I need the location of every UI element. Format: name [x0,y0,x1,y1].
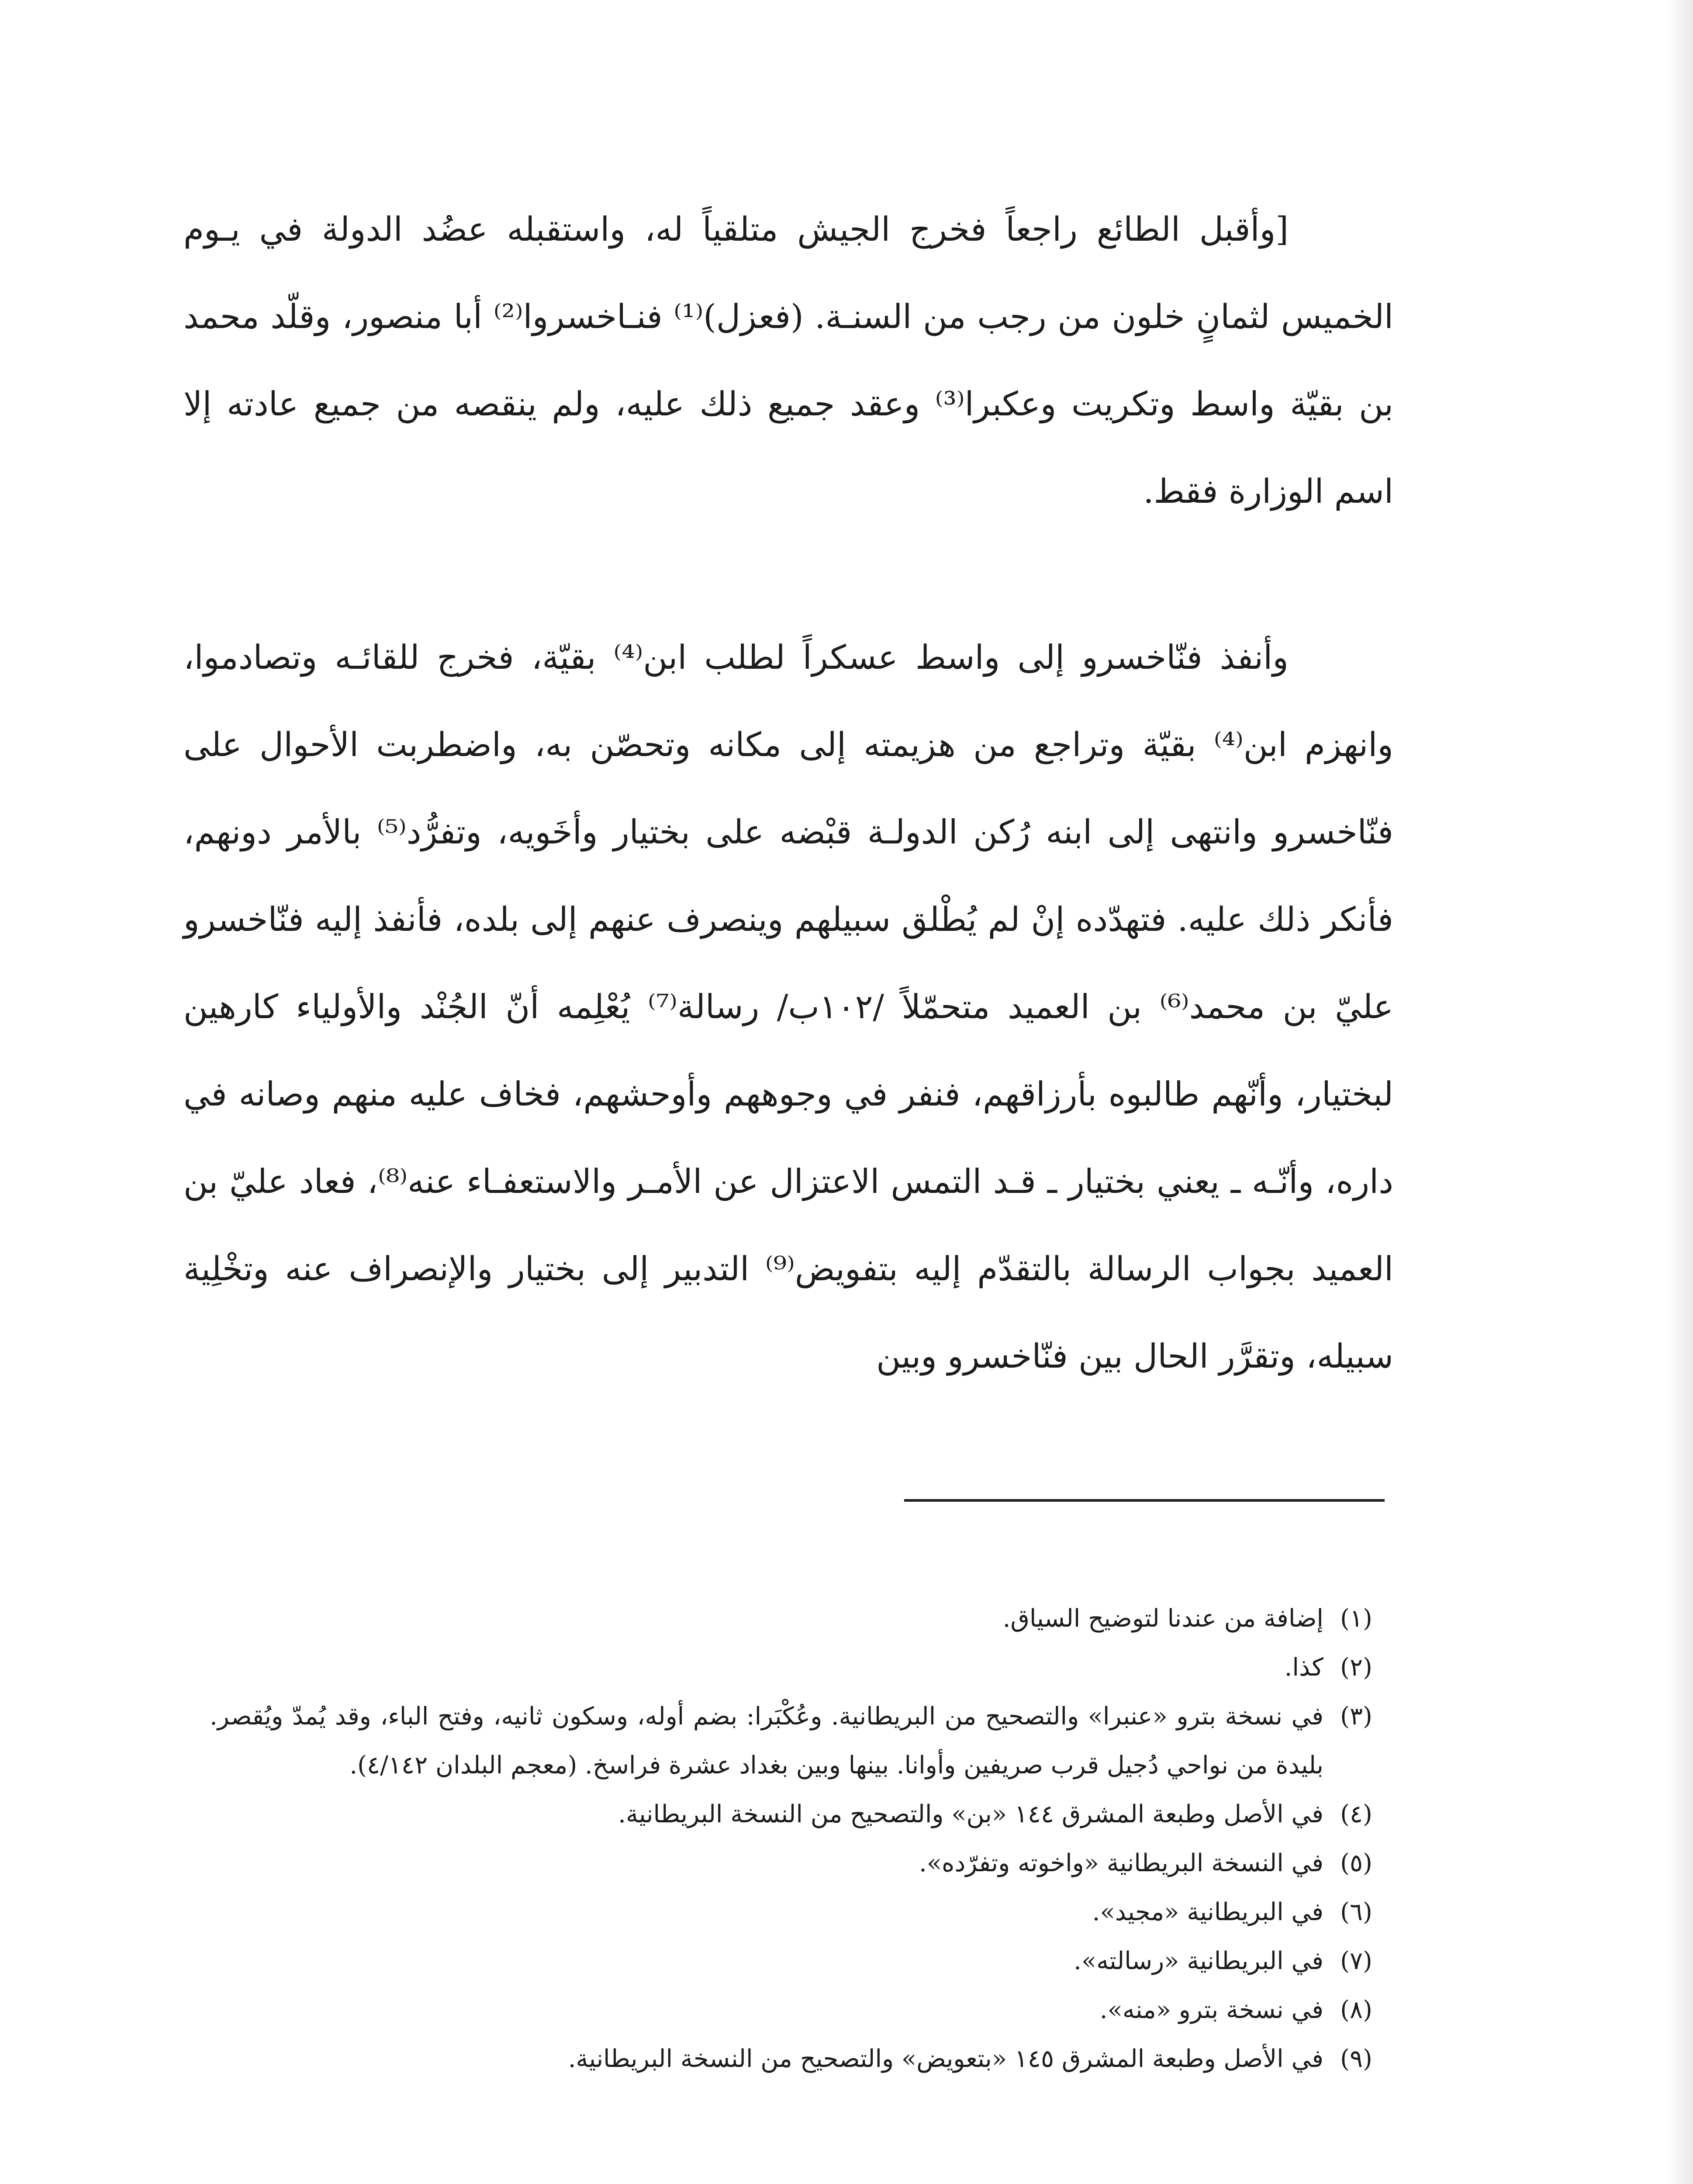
footnote-4 [210,1790,1389,1839]
footnote-1 [210,1594,1389,1643]
page-edge-shadow [1667,0,1693,2184]
footnote-2 [210,1643,1389,1692]
footnote-number: (٩) [1340,2045,1372,2073]
footnote-text: كذا. [1284,1653,1323,1682]
footnote-3 [210,1692,1389,1790]
footnote-7 [210,1937,1389,1986]
footnote-5 [210,1839,1389,1888]
paragraph-text: [وأقبل الطائع راجعاً فخرج الجيش متلقياً له، واستقبله عضُد الدولة في يـوم الخميس لثمانٍ خلون من رجب من السنـة. (فعزل)⁽¹⁾ فنـاخسروا⁽²⁾ أبا منصور، وقلّد محمد بن بقيّة واسط وتكريت وعكبرا⁽³⁾ وعقد جميع ذلك عليه، ولم ينقصه من جميع عادته إلا اسم الوزارة فقط. [183,210,1393,511]
footnote-number: (١) [1340,1604,1372,1633]
footnote-text: في الأصل وطبعة المشرق ١٤٤ «بن» والتصحيح من النسخة البريطانية. [618,1800,1323,1828]
footnote-number: (٥) [1340,1849,1372,1877]
footnote-text: في البريطانية «مجيد». [1092,1898,1323,1926]
footnote-number: (٢) [1340,1653,1372,1682]
footnote-9 [210,2035,1389,2084]
footnote-separator [904,1499,1385,1502]
footnote-number: (٦) [1340,1898,1372,1926]
footnotes-section [210,1594,1389,2084]
footnote-text: في الأصل وطبعة المشرق ١٤٥ «بتعويض» والتصحيح من النسخة البريطانية. [568,2045,1323,2073]
footnote-text: إضافة من عندنا لتوضيح السياق. [1002,1604,1323,1633]
footnote-number: (٧) [1340,1947,1372,1975]
footnote-8 [210,1986,1389,2035]
body-paragraph-1 [183,186,1393,535]
body-paragraph-2 [183,614,1393,1400]
footnote-number: (٣) [1340,1702,1372,1731]
footnote-6 [210,1888,1389,1937]
footnote-text: في نسخة بترو «منه». [1099,1996,1323,2024]
footnote-number: (٤) [1340,1800,1372,1828]
paragraph-text: وأنفذ فنّاخسرو إلى واسط عسكراً لطلب ابن⁽⁴⁾ بقيّة، فخرج للقائـه وتصادموا، وانهزم ابن⁽⁴⁾ بقيّة وتراجع من هزيمته إلى مكانه وتحصّن به، واضطربت الأحوال على فنّاخسرو وانتهى إلى ابنه رُكن الدولـة قبْضه على بختيار وأخَويه، وتفرُّد⁽⁵⁾ بالأمر دونهم، فأنكر ذلك عليه. فتهدّده إنْ لم يُطْلق سبيلهم وينصرف عنهم إلى بلده، فأنفذ إليه فنّاخسرو عليّ بن محمد⁽⁶⁾ بن العميد متحمّلاً /١٠٢ب/ رسالة⁽⁷⁾ يُعْلِمه أنّ الجُنْد والأولياء كارهين لبختيار، وأنّهم طالبوه بأرزاقهم، فنفر في وجوههم وأوحشهم، فخاف عليه منهم وصانه في داره، وأنّـه ـ يعني بختيار ـ قـد التمس الاعتزال عن الأمـر والاستعفـاء عنه⁽⁸⁾، فعاد عليّ بن العميد بجواب الرسالة بالتقدّم إليه بتفويض⁽⁹⁾ التدبير إلى بختيار والإنصراف عنه وتخْلِية سبيله، وتقرَّر الحال بين فنّاخسرو وبين [183,638,1394,1375]
footnote-text: في البريطانية «رسالته». [1074,1947,1323,1975]
footnote-text: في نسخة بترو «عنبرا» والتصحيح من البريطانية. وعُكْبَرا: بضم أوله، وسكون ثانيه، وفتح الباء، وقد يُمدّ ويُقصر. بليدة من نواحي دُجيل قرب صريفين وأوانا. بينها وبين بغداد عشرة فراسخ. (معجم البلدان ٤/١٤٢). [210,1702,1323,1780]
footnote-number: (٨) [1340,1996,1372,2024]
footnote-text: في النسخة البريطانية «واخوته وتفرّده». [919,1849,1323,1877]
footnote-list [210,1594,1389,2084]
